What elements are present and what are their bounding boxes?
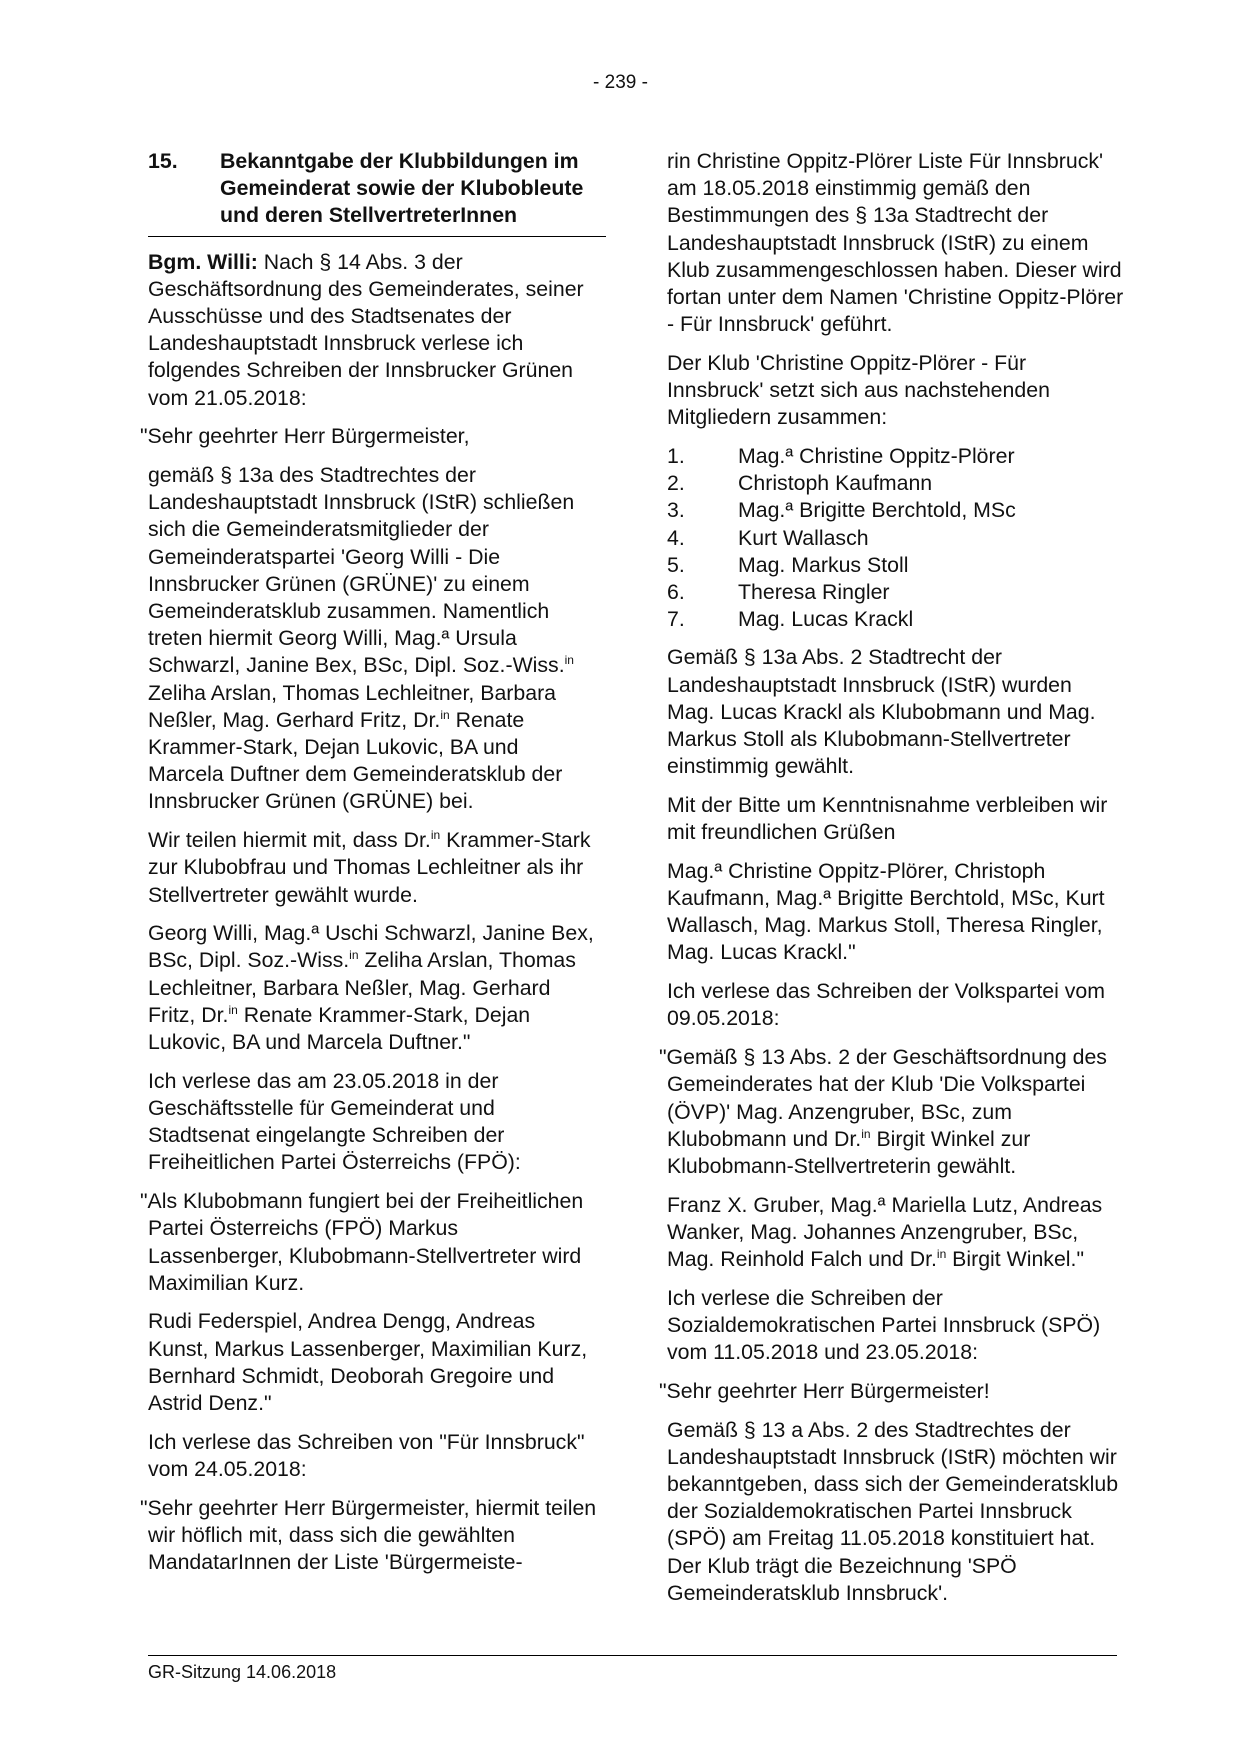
paragraph: Ich verlese die Schreiben der Sozialdemokratischen Partei Innsbruck (SPÖ) vom 11.05.2018 und 23.05.2018: <box>667 1285 1101 1365</box>
paragraph: Georg Willi, Mag.ª Uschi Schwarzl, Janine Bex, BSc, Dipl. Soz.-Wiss.$^{in}$ Zeliha Arslan, Thomas Lechleitner, Barbara Neßler, Mag. Gerhard Fritz, Dr.$^{in}$ Renate Krammer-Stark, Dejan Lukovic, BA und Marcela Duftner." <box>148 921 594 1055</box>
footer-text: GR-Sitzung 14.06.2018 <box>148 1662 337 1682</box>
paragraph: Mag.ª Christine Oppitz-Plörer, Christoph Kaufmann, Mag.ª Brigitte Berchtold, MSc, Kurt Wallasch, Mag. Markus Stoll, Theresa Ringler, Mag. Lucas Krackl." <box>667 858 1105 965</box>
paragraph: "Gemäß § 13 Abs. 2 der Geschäftsordnung des Gemeinderates hat der Klub 'Die Volkspartei (ÖVP)' Mag. Anzengruber, BSc, zum Klubobmann und Dr.$^{in}$ Birgit Winkel zur Klubobmann-Stellvertreterin gewählt. <box>659 1045 1107 1178</box>
paragraph: Wir teilen hiermit mit, dass Dr.$^{in}$ Krammer-Stark zur Klubobfrau und Thomas Lechleitner als ihr Stellvertreter gewählt wurde. <box>148 828 591 907</box>
list-item <box>667 497 1125 524</box>
left-column <box>140 148 598 1588</box>
paragraph: "Als Klubobmann fungiert bei der Freiheitlichen Partei Österreichs (FPÖ) Markus Lassenberger, Klubobmann-Stellvertreter wird Maximilian Kurz. <box>140 1189 584 1295</box>
paragraph: Mit der Bitte um Kenntnisnahme verbleiben wir mit freundlichen Grüßen <box>667 792 1108 845</box>
page-number: - 239 - <box>593 72 648 93</box>
paragraph: Der Klub 'Christine Oppitz-Plörer - Für Innsbruck' setzt sich aus nachstehenden Mitgliedern zusammen: <box>667 350 1050 430</box>
speaker-label: Bgm. Willi: <box>148 249 258 274</box>
footer-divider <box>148 1655 1117 1656</box>
paragraph: Rudi Federspiel, Andrea Dengg, Andreas Kunst, Markus Lassenberger, Maximilian Kurz, Bernhard Schmidt, Deoborah Gregoire und Astrid Denz." <box>148 1309 588 1416</box>
paragraph: Gemäß § 13a Abs. 2 Stadtrecht der Landeshauptstadt Innsbruck (IStR) wurden Mag. Lucas Krackl als Klubobmann und Mag. Markus Stoll als Klubobmann-Stellvertreter einstimmig gewählt. <box>667 645 1096 779</box>
right-column <box>659 148 1125 1618</box>
list-item-number: 2. <box>667 471 685 496</box>
paragraph <box>148 249 598 412</box>
agenda-item-number: 15. <box>148 149 178 173</box>
member-list <box>667 443 1125 633</box>
list-item-name: Kurt Wallasch <box>738 525 869 550</box>
paragraph: Ich verlese das Schreiben der Volkspartei vom 09.05.2018: <box>667 979 1105 1031</box>
list-item <box>667 443 1125 470</box>
list-item <box>667 525 1125 552</box>
list-item <box>667 606 1125 633</box>
list-item-name: Mag.ª Christine Oppitz-Plörer <box>738 444 1015 469</box>
paragraph: "Sehr geehrter Herr Bürgermeister, hiermit teilen wir höflich mit, dass sich die gewählten MandatarInnen der Liste 'Bürgermeiste- <box>140 1495 597 1575</box>
paragraph: Ich verlese das Schreiben von "Für Innsbruck" vom 24.05.2018: <box>148 1429 585 1481</box>
list-item-name: Christoph Kaufmann <box>738 471 933 496</box>
list-item-name: Mag. Markus Stoll <box>738 552 909 577</box>
list-item <box>667 579 1125 606</box>
paragraph: "Sehr geehrter Herr Bürgermeister! <box>659 1378 990 1403</box>
paragraph: Ich verlese das am 23.05.2018 in der Geschäftsstelle für Gemeinderat und Stadtsenat eingelangte Schreiben der Freiheitlichen Partei Österreichs (FPÖ): <box>148 1068 521 1175</box>
agenda-heading <box>148 148 606 237</box>
paragraph: rin Christine Oppitz-Plörer Liste Für Innsbruck' am 18.05.2018 einstimmig gemäß den Bestimmungen des § 13a Stadtrecht der Landeshauptstadt Innsbruck (IStR) zu einem Klub zusammengeschlossen haben. Dieser wird fortan unter dem Namen 'Christine Oppitz-Plörer - Für Innsbruck' geführt. <box>667 149 1124 337</box>
list-item-number: 6. <box>667 580 685 605</box>
paragraph: "Sehr geehrter Herr Bürgermeister, <box>140 424 470 449</box>
list-item-number: 5. <box>667 552 685 577</box>
agenda-item-title: Bekanntgabe der Klubbildungen im Gemeinderat sowie der Klubobleute und deren StellvertreterInnen <box>220 149 584 228</box>
list-item-number: 3. <box>667 498 685 523</box>
paragraph-text: Nach § 14 Abs. 3 der Geschäftsordnung des Gemeinderates, seiner Ausschüsse und des Stadtsenates der Landeshauptstadt Innsbruck verlese ich folgendes Schreiben der Innsbrucker Grünen vom 21.05.2018: <box>148 249 584 410</box>
paragraph: Gemäß § 13 a Abs. 2 des Stadtrechtes der Landeshauptstadt Innsbruck (IStR) möchten wir bekanntgeben, dass sich der Gemeinderatsklub der Sozialdemokratischen Partei Innsbruck (SPÖ) am Freitag 11.05.2018 konstituiert hat. Der Klub trägt die Bezeichnung 'SPÖ Gemeinderatsklub Innsbruck'. <box>667 1417 1119 1605</box>
list-item-name: Theresa Ringler <box>738 580 890 605</box>
paragraph: Franz X. Gruber, Mag.ª Mariella Lutz, Andreas Wanker, Mag. Johannes Anzengruber, BSc, Mag. Reinhold Falch und Dr.$^{in}$ Birgit Winkel." <box>667 1192 1103 1272</box>
list-item <box>667 552 1125 579</box>
paragraph: gemäß § 13a des Stadtrechtes der Landeshauptstadt Innsbruck (IStR) schließen sich die Gemeinderatsmitglieder der Gemeinderatspartei 'Georg Willi - Die Innsbrucker Grünen (GRÜNE)' zu einem Gemeinderatsklub zusammen. Namentlich treten hiermit Georg Willi, Mag.ª Ursula Schwarzl, Janine Bex, BSc, Dipl. Soz.-Wiss.$^{in}$ Zeliha Arslan, Thomas Lechleitner, Barbara Neßler, Mag. Gerhard Fritz, Dr.$^{in}$ Renate Krammer-Stark, Dejan Lukovic, BA und Marcela Duftner dem Gemeinderatsklub der Innsbrucker Grünen (GRÜNE) bei. <box>148 463 575 814</box>
list-item-number: 7. <box>667 607 685 632</box>
list-item-name: Mag. Lucas Krackl <box>738 607 914 632</box>
list-item-number: 4. <box>667 525 685 550</box>
list-item-number: 1. <box>667 444 685 469</box>
list-item-name: Mag.ª Brigitte Berchtold, MSc <box>738 498 1016 523</box>
list-item <box>667 470 1125 497</box>
